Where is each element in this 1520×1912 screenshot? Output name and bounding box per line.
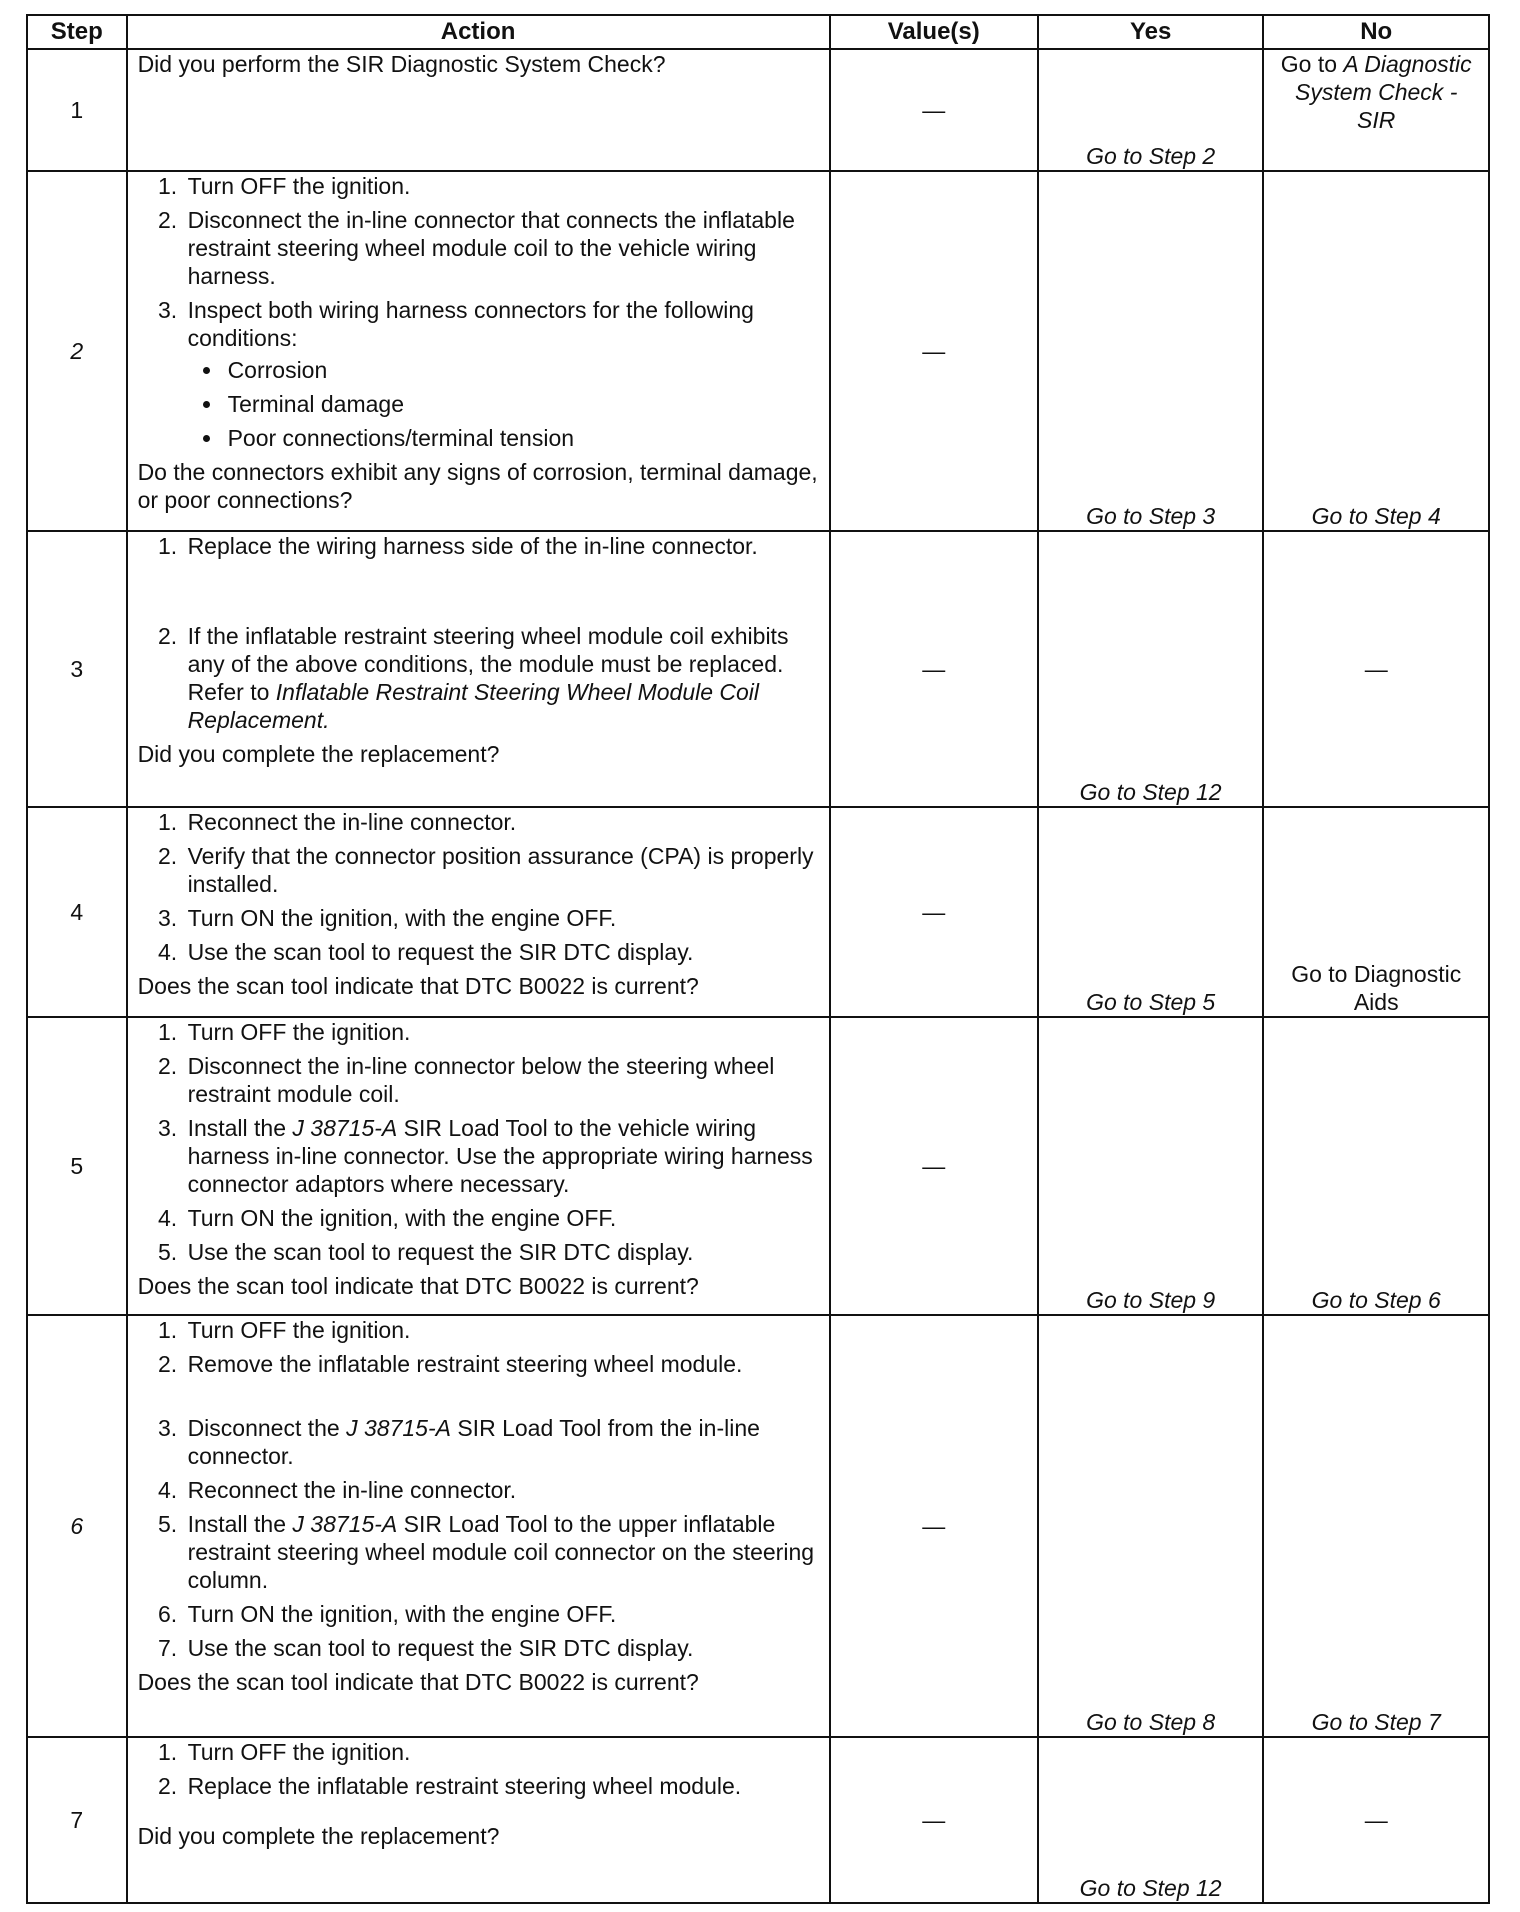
action-cell [127, 1017, 830, 1315]
header-row [27, 15, 1489, 49]
action-item [184, 622, 819, 734]
yes-cell: Go to Step 12 [1038, 531, 1264, 807]
step-number: 3 [27, 531, 127, 807]
action-text: SIR Load Tool to the upper inflatable restraint steering wheel module coil connector on the steering column. [187, 1511, 815, 1593]
no-cell: Go to Step 7 [1263, 1315, 1489, 1737]
step-row-5 [27, 1017, 1489, 1315]
action-item [184, 1414, 819, 1470]
action-item: 4. Turn ON the ignition, with the engine OFF. [184, 1204, 819, 1232]
value-cell: — [830, 531, 1038, 807]
step-row-6 [27, 1315, 1489, 1737]
yes-cell: Go to Step 12 [1038, 1737, 1264, 1903]
action-item: 3. Turn ON the ignition, with the engine OFF. [184, 904, 819, 932]
action-list [138, 1316, 819, 1662]
tool-name: J 38715-A [292, 1115, 398, 1141]
header-yes: Yes [1038, 15, 1264, 49]
step-number: 1 [27, 49, 127, 171]
question: Does the scan tool indicate that DTC B0022 is current? [137, 973, 699, 999]
question: Did you perform the SIR Diagnostic System Check? [137, 51, 666, 77]
action-list [138, 1738, 819, 1800]
no-prefix: Go to [1280, 51, 1344, 77]
action-item [184, 1510, 819, 1594]
action-text: If the inflatable restraint steering wheel module coil exhibits any of the above conditions, the module must be replaced. Refer to [187, 623, 789, 705]
question: Does the scan tool indicate that DTC B0022 is current? [137, 1669, 699, 1695]
action-text: SIR Load Tool from the in-line connector. [187, 1415, 760, 1469]
reference-link: Inflatable Restraint Steering Wheel Module Coil Replacement. [187, 679, 760, 733]
question: Does the scan tool indicate that DTC B0022 is current? [137, 1273, 699, 1299]
value-cell: — [830, 1737, 1038, 1903]
step-number: 4 [27, 807, 127, 1017]
yes-cell: Go to Step 8 [1038, 1315, 1264, 1737]
value-cell: — [830, 1315, 1038, 1737]
condition-item: • Terminal damage [224, 390, 819, 418]
tool-name: J 38715-A [292, 1511, 398, 1537]
action-cell [127, 171, 830, 531]
action-text: Inspect both wiring harness connectors for the following conditions: [187, 297, 754, 351]
question: Do the connectors exhibit any signs of corrosion, terminal damage, or poor connections? [137, 459, 818, 513]
action-text: Install the [187, 1511, 293, 1537]
no-cell: — [1263, 1737, 1489, 1903]
header-no: No [1263, 15, 1489, 49]
action-item [184, 296, 819, 452]
step-number: 2 [27, 171, 127, 531]
action-item: 1. Turn OFF the ignition. [184, 1018, 819, 1046]
value-cell: — [830, 49, 1038, 171]
step-number: 5 [27, 1017, 127, 1315]
action-item: 5. Use the scan tool to request the SIR DTC display. [184, 1238, 819, 1266]
action-item: 1. Reconnect the in-line connector. [184, 808, 819, 836]
no-cell: Go to Diagnostic Aids [1263, 807, 1489, 1017]
action-cell [127, 807, 830, 1017]
no-cell: Go to Step 6 [1263, 1017, 1489, 1315]
action-item: 4. Reconnect the in-line connector. [184, 1476, 819, 1504]
action-cell [127, 1737, 830, 1903]
header-action: Action [127, 15, 830, 49]
action-item [184, 1114, 819, 1198]
action-list [138, 532, 819, 734]
step-row-4 [27, 807, 1489, 1017]
no-cell: — [1263, 531, 1489, 807]
action-item: 1. Turn OFF the ignition. [184, 172, 819, 200]
action-item: 2. Remove the inflatable restraint steering wheel module. [184, 1350, 819, 1378]
header-values: Value(s) [830, 15, 1038, 49]
tool-name: J 38715-A [346, 1415, 451, 1441]
yes-cell: Go to Step 5 [1038, 807, 1264, 1017]
condition-item: • Corrosion [224, 356, 819, 384]
action-item: 2. Disconnect the in-line connector that connects the inflatable restraint steering wheel module coil to the vehicle wiring harness. [184, 206, 819, 290]
question: Did you complete the replacement? [137, 1823, 500, 1849]
value-cell: — [830, 807, 1038, 1017]
action-item: 2. Verify that the connector position assurance (CPA) is properly installed. [184, 842, 819, 898]
step-row-1 [27, 49, 1489, 171]
no-cell [1263, 49, 1489, 171]
diagnostic-table [26, 14, 1490, 1904]
action-list [138, 1018, 819, 1266]
step-row-3 [27, 531, 1489, 807]
condition-item: • Poor connections/terminal tension [224, 424, 819, 452]
value-cell: — [830, 171, 1038, 531]
action-text: Install the [187, 1115, 293, 1141]
yes-cell: Go to Step 3 [1038, 171, 1264, 531]
action-item: 4. Use the scan tool to request the SIR DTC display. [184, 938, 819, 966]
action-item: 1. Replace the wiring harness side of the in-line connector. [184, 532, 819, 560]
condition-list [188, 356, 819, 452]
action-list [138, 808, 819, 966]
action-list [138, 172, 819, 452]
action-item: 1. Turn OFF the ignition. [184, 1316, 819, 1344]
step-row-7 [27, 1737, 1489, 1903]
no-link: A Diagnostic System Check - SIR [1295, 51, 1472, 133]
action-text: Disconnect the [187, 1415, 347, 1441]
action-cell [127, 49, 830, 171]
header-step: Step [27, 15, 127, 49]
action-text: SIR Load Tool to the vehicle wiring harness in-line connector. Use the appropriate wiring harness connector adaptors where necessary. [187, 1115, 813, 1197]
action-item: 2. Disconnect the in-line connector below the steering wheel restraint module coil. [184, 1052, 819, 1108]
yes-cell: Go to Step 9 [1038, 1017, 1264, 1315]
action-cell [127, 531, 830, 807]
action-cell [127, 1315, 830, 1737]
action-item: 6. Turn ON the ignition, with the engine OFF. [184, 1600, 819, 1628]
action-item: 1. Turn OFF the ignition. [184, 1738, 819, 1766]
yes-cell: Go to Step 2 [1038, 49, 1264, 171]
step-number: 7 [27, 1737, 127, 1903]
step-row-2 [27, 171, 1489, 531]
step-number: 6 [27, 1315, 127, 1737]
action-item: 2. Replace the inflatable restraint steering wheel module. [184, 1772, 819, 1800]
value-cell: — [830, 1017, 1038, 1315]
question: Did you complete the replacement? [137, 741, 500, 767]
action-item: 7. Use the scan tool to request the SIR DTC display. [184, 1634, 819, 1662]
no-cell: Go to Step 4 [1263, 171, 1489, 531]
